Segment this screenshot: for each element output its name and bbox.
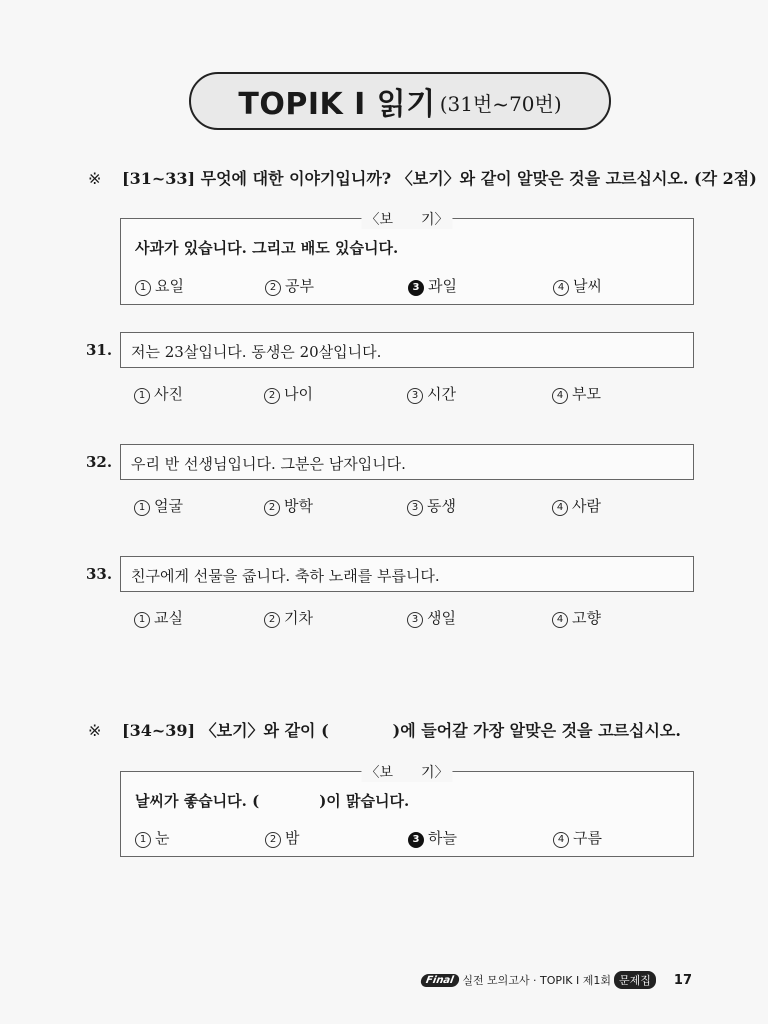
option-text: 방학 (284, 497, 313, 515)
example-label: 〈보 기〉 (361, 762, 452, 782)
q32-option-2[interactable] (264, 495, 313, 516)
q33-option-3[interactable] (407, 607, 456, 628)
option-text: 사람 (572, 497, 601, 515)
example-option-1 (135, 827, 170, 848)
instruction-text: [34~39] 〈보기〉와 같이 ( )에 들어갈 가장 알맞은 것을 고르십시오. (122, 721, 681, 740)
example-option-1 (135, 275, 184, 296)
example-label: 〈보 기〉 (361, 209, 452, 229)
example-option-4 (553, 827, 602, 848)
option-text: 동생 (427, 497, 456, 515)
section-title: TOPIK Ⅰ 읽기 (238, 87, 436, 122)
question-box-33 (120, 556, 694, 592)
question-number-31: 31. (86, 341, 113, 359)
page-number: 17 (673, 972, 692, 988)
q31-option-4[interactable] (552, 383, 601, 404)
option-text: 나이 (284, 385, 313, 403)
option-number-3-selected: 3 (408, 832, 424, 848)
q32-option-1[interactable] (134, 495, 183, 516)
option-number: 3 (407, 612, 423, 628)
option-text: 생일 (427, 609, 456, 627)
option-text: 날씨 (573, 277, 602, 295)
option-number: 4 (552, 388, 568, 404)
option-number-4: 4 (553, 832, 569, 848)
option-number: 1 (134, 612, 150, 628)
q31-option-2[interactable] (264, 383, 313, 404)
example-option-2 (265, 827, 300, 848)
question-number-32: 32. (86, 453, 113, 471)
option-number-1: 1 (135, 280, 151, 296)
option-text: 공부 (285, 277, 314, 295)
option-number: 1 (134, 500, 150, 516)
option-text: 눈 (155, 829, 170, 847)
example-box-2 (120, 765, 694, 857)
example-option-3-answer (408, 275, 457, 296)
option-number: 3 (407, 388, 423, 404)
instruction-text: [31~33] 무엇에 대한 이야기입니까? 〈보기〉와 같이 알맞은 것을 고르십시오. (각 2점) (122, 169, 757, 188)
option-number-1: 1 (135, 832, 151, 848)
option-text: 얼굴 (154, 497, 183, 515)
option-text: 요일 (155, 277, 184, 295)
option-text: 기차 (284, 609, 313, 627)
footer-text: 실전 모의고사 · TOPIK Ⅰ 제1회 (462, 974, 612, 987)
option-text: 구름 (573, 829, 602, 847)
question-box-31 (120, 332, 694, 368)
option-text: 사진 (154, 385, 183, 403)
option-text: 시간 (427, 385, 456, 403)
example-sentence: 날씨가 좋습니다. ( )이 맑습니다. (135, 792, 410, 810)
option-number: 1 (134, 388, 150, 404)
example-option-4 (553, 275, 602, 296)
option-number-2: 2 (265, 832, 281, 848)
option-number-2: 2 (265, 280, 281, 296)
example-box-1 (120, 212, 694, 305)
question-text-31: 저는 23살입니다. 동생은 20살입니다. (131, 343, 382, 361)
option-text: 부모 (572, 385, 601, 403)
option-number: 4 (552, 612, 568, 628)
q33-option-2[interactable] (264, 607, 313, 628)
option-text: 고향 (572, 609, 601, 627)
section-title-box (189, 72, 611, 130)
example-option-2 (265, 275, 314, 296)
example-sentence: 사과가 있습니다. 그리고 배도 있습니다. (135, 239, 399, 257)
page-footer (421, 971, 692, 989)
reference-mark: ※ (88, 169, 102, 188)
q32-option-3[interactable] (407, 495, 456, 516)
option-number: 2 (264, 500, 280, 516)
q31-option-1[interactable] (134, 383, 183, 404)
option-text: 과일 (428, 277, 457, 295)
option-number: 2 (264, 388, 280, 404)
option-number-3-selected: 3 (408, 280, 424, 296)
option-number: 4 (552, 500, 568, 516)
q33-option-4[interactable] (552, 607, 601, 628)
option-text: 하늘 (428, 829, 457, 847)
option-number-4: 4 (553, 280, 569, 296)
question-number-33: 33. (86, 565, 113, 583)
option-number: 3 (407, 500, 423, 516)
question-text-33: 친구에게 선물을 줍니다. 축하 노래를 부릅니다. (131, 567, 440, 585)
option-text: 교실 (154, 609, 183, 627)
reference-mark: ※ (88, 721, 102, 740)
q33-option-1[interactable] (134, 607, 183, 628)
option-number: 2 (264, 612, 280, 628)
instruction-31-33 (88, 166, 757, 189)
section-range: (31번~70번) (439, 91, 562, 116)
example-option-3-answer (408, 827, 457, 848)
q31-option-3[interactable] (407, 383, 456, 404)
footer-badge: 문제집 (614, 971, 656, 989)
instruction-34-39 (88, 718, 681, 741)
q32-option-4[interactable] (552, 495, 601, 516)
question-box-32 (120, 444, 694, 480)
question-text-32: 우리 반 선생님입니다. 그분은 남자입니다. (131, 455, 406, 473)
final-logo: Final (420, 974, 460, 987)
option-text: 밤 (285, 829, 300, 847)
